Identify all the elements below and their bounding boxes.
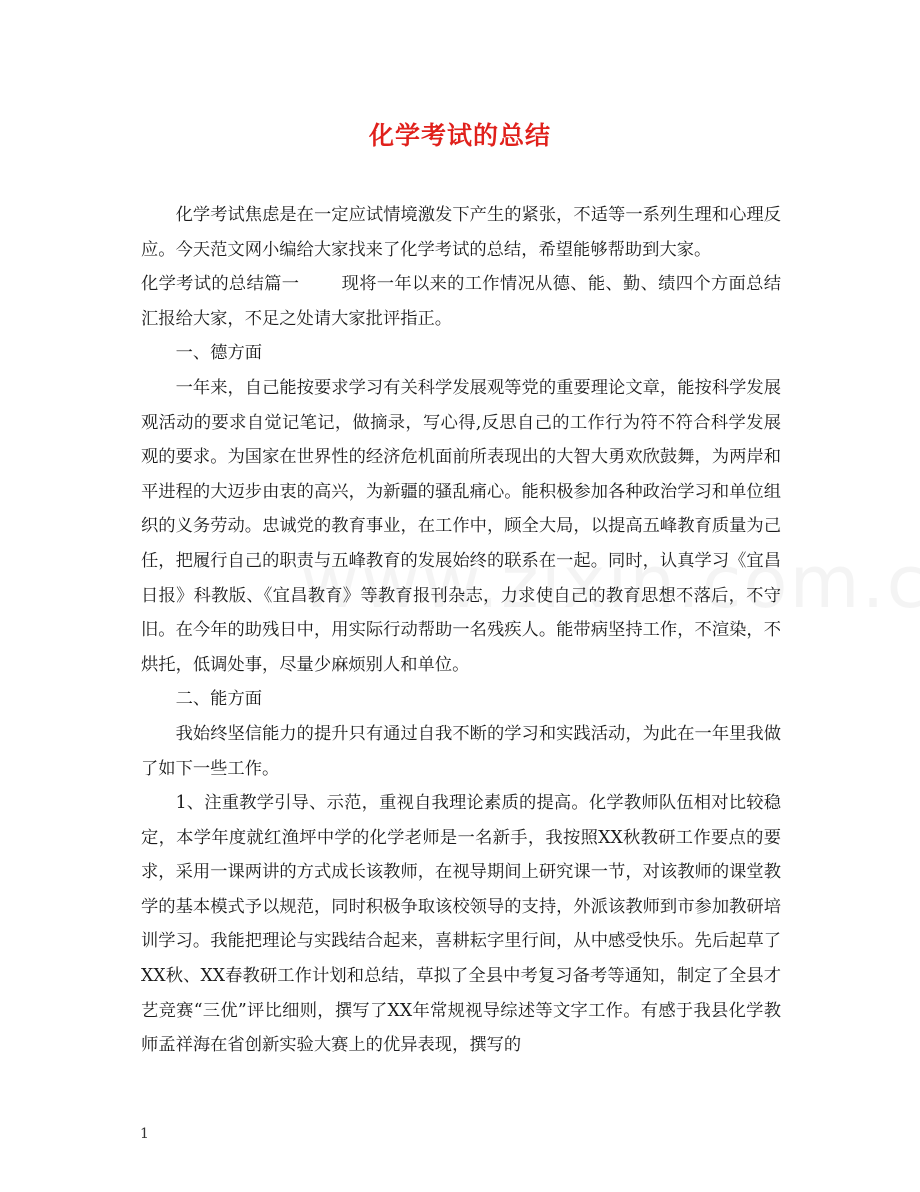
section1-paragraph: 一年来，自己能按要求学习有关科学发展观等党的重要理论文章，能按科学发展观活动的要求自觉记笔记，做摘录，写心得,反思自己的工作行为符不符合科学发展观的要求。为国家在世界性的经济危机面前所表现出的大智大勇欢欣鼓舞，为两岸和平进程的大迈步由衷的高兴，为新疆的骚乱痛心。能积极参加各种政治学习和单位组织的义务劳动。忠诚党的教育事业，在工作中，顾全大局，以提高五峰教育质量为己任，把履行自己的职责与五峰教育的发展始终的联系在一起。同时，认真学习《宜昌日报》科教版、《宜昌教育》等教育报刊杂志，力求使自己的教育思想不落后，不守旧。在今年的助残日中，用实际行动帮助一名残疾人。能带病坚持工作，不渲染，不烘托，低调处事，尽量少麻烦别人和单位。 (141, 377, 781, 675)
page-number: 1 (140, 1126, 149, 1142)
section2-heading: 二、能方面 (175, 689, 263, 710)
document-body (141, 198, 781, 1063)
part-paragraph (141, 267, 781, 336)
section2-paragraph: 我始终坚信能力的提升只有通过自我不断的学习和实践活动，为此在一年里我做了如下一些工作。 (141, 723, 781, 779)
section1-heading: 一、德方面 (175, 343, 263, 364)
document-title: 化学考试的总结 (368, 121, 551, 150)
part-label: 化学考试的总结篇一 (141, 274, 300, 295)
item1-paragraph: 1、注重教学引导、示范，重视自我理论素质的提高。化学教师队伍相对比较稳定，本学年度就红渔坪中学的化学老师是一名新手，我按照XX秋教研工作要点的要求，采用一课两讲的方式成长该教师，在视导期间上研究课一节，对该教师的课堂教学的基本模式予以规范，同时积极争取该校领导的支持，外派该教师到市参加教研培训学习。我能把理论与实践结合起来，喜耕耘字里行间，从中感受快乐。先后起草了XX秋、XX春教研工作计划和总结，草拟了全县中考复习备考等通知，制定了全县才艺竞赛“三优”评比细则，撰写了XX年常规视导综述等文字工作。有感于我县化学教师孟祥海在省创新实验大赛上的优异表现，撰写的 (141, 793, 781, 1056)
part-text: 现将一年以来的工作情况从德、能、勤、绩四个方面总结汇报给大家，不足之处请大家批评指正。 (141, 274, 781, 329)
intro-paragraph: 化学考试焦虑是在一定应试情境激发下产生的紧张，不适等一系列生理和心理反应。今天范文网小编给大家找来了化学考试的总结，希望能够帮助到大家。 (141, 205, 781, 260)
